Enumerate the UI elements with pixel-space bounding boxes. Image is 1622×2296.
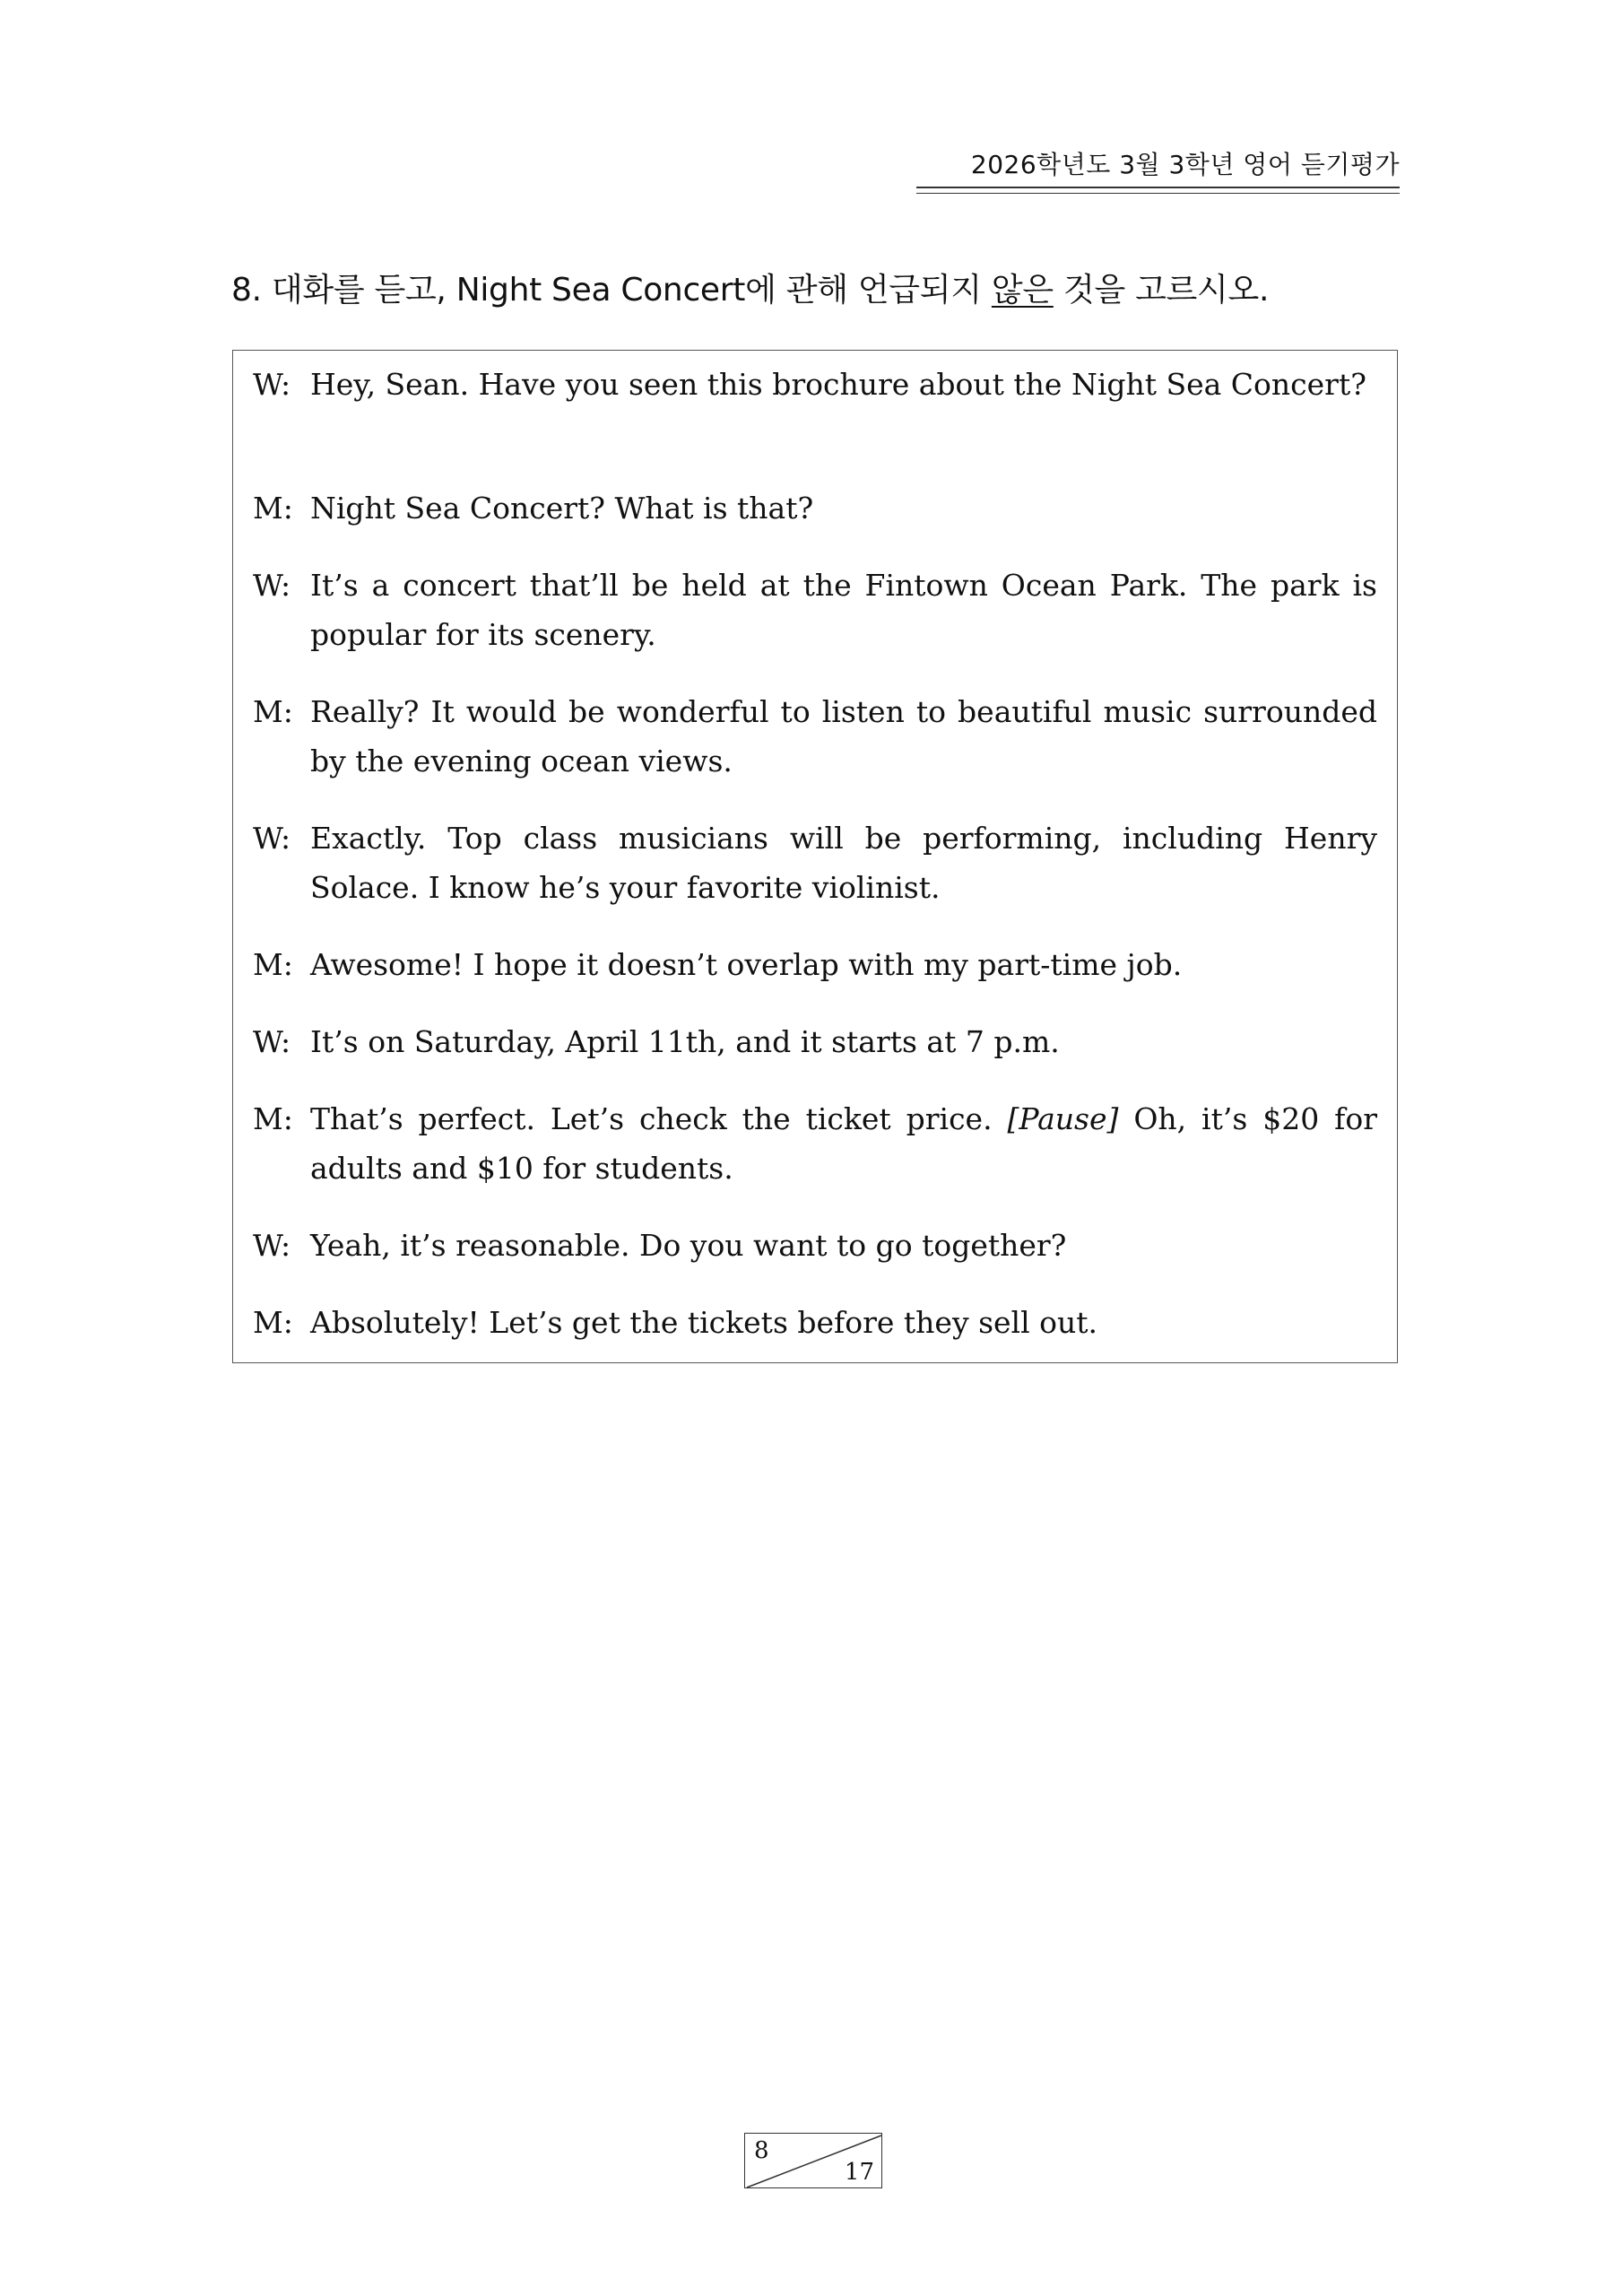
speaker-label: W:	[253, 821, 291, 856]
dialogue-line-4	[253, 687, 1377, 786]
speaker-label: M:	[253, 1101, 293, 1136]
pause-stage-direction: [Pause]	[1007, 1101, 1119, 1136]
dialogue-line-2	[253, 483, 1377, 533]
utterance: Really? It would be wonderful to listen to beautiful music surrounded by the evening ocean views.	[310, 694, 1377, 778]
utterance: Hey, Sean. Have you seen this brochure about the Night Sea Concert?	[310, 367, 1366, 402]
page-number-box	[744, 2133, 882, 2188]
header-rule-bottom	[916, 193, 1400, 194]
exam-header: 2026학년도 3월 3학년 영어 듣기평가	[970, 150, 1400, 179]
speaker-label: M:	[253, 491, 293, 526]
utterance: It’s on Saturday, April 11th, and it starts at 7 p.m.	[310, 1024, 1060, 1059]
dialogue-line-10	[253, 1298, 1377, 1347]
speaker-label: W:	[253, 568, 291, 603]
speaker-label: M:	[253, 1305, 293, 1340]
utterance: Yeah, it’s reasonable. Do you want to go together?	[310, 1228, 1067, 1263]
dialogue-line-8	[253, 1094, 1377, 1193]
utterance-after-pause: Oh, it’s $20 for adults and $10 for students.	[310, 1101, 1377, 1186]
question-underlined-word: 않은	[991, 272, 1054, 309]
utterance: Exactly. Top class musicians will be performing, including Henry Solace. I know he’s your favorite violinist.	[310, 821, 1377, 905]
utterance	[310, 1094, 1377, 1193]
speaker-label: M:	[253, 947, 293, 982]
speaker-label: W:	[253, 1228, 291, 1263]
dialogue-line-7	[253, 1017, 1377, 1066]
speaker-label: W:	[253, 367, 291, 402]
page-total: 17	[844, 2159, 874, 2186]
dialogue-line-6	[253, 940, 1377, 989]
utterance: It’s a concert that’ll be held at the Fintown Ocean Park. The park is popular for its scenery.	[310, 568, 1377, 652]
utterance: Night Sea Concert? What is that?	[310, 491, 814, 526]
speaker-label: W:	[253, 1024, 291, 1059]
speaker-label: M:	[253, 694, 293, 729]
dialogue-line-5	[253, 813, 1377, 912]
utterance: Awesome! I hope it doesn’t overlap with my part-time job.	[310, 947, 1183, 982]
utterance: Absolutely! Let’s get the tickets before they sell out.	[310, 1305, 1098, 1340]
question-prefix: 8. 대화를 듣고, Night Sea Concert에 관해 언급되지	[231, 272, 992, 309]
utterance-before-pause: That’s perfect. Let’s check the ticket price.	[310, 1101, 1008, 1136]
transcript-box	[232, 350, 1398, 1363]
header-rule-top	[916, 187, 1400, 188]
dialogue-line-9	[253, 1221, 1377, 1270]
dialogue-line-1	[253, 360, 1377, 409]
question-prompt	[231, 271, 1269, 309]
question-suffix: 것을 고르시오.	[1053, 272, 1270, 309]
page-current: 8	[754, 2137, 769, 2164]
dialogue-line-3	[253, 561, 1377, 659]
